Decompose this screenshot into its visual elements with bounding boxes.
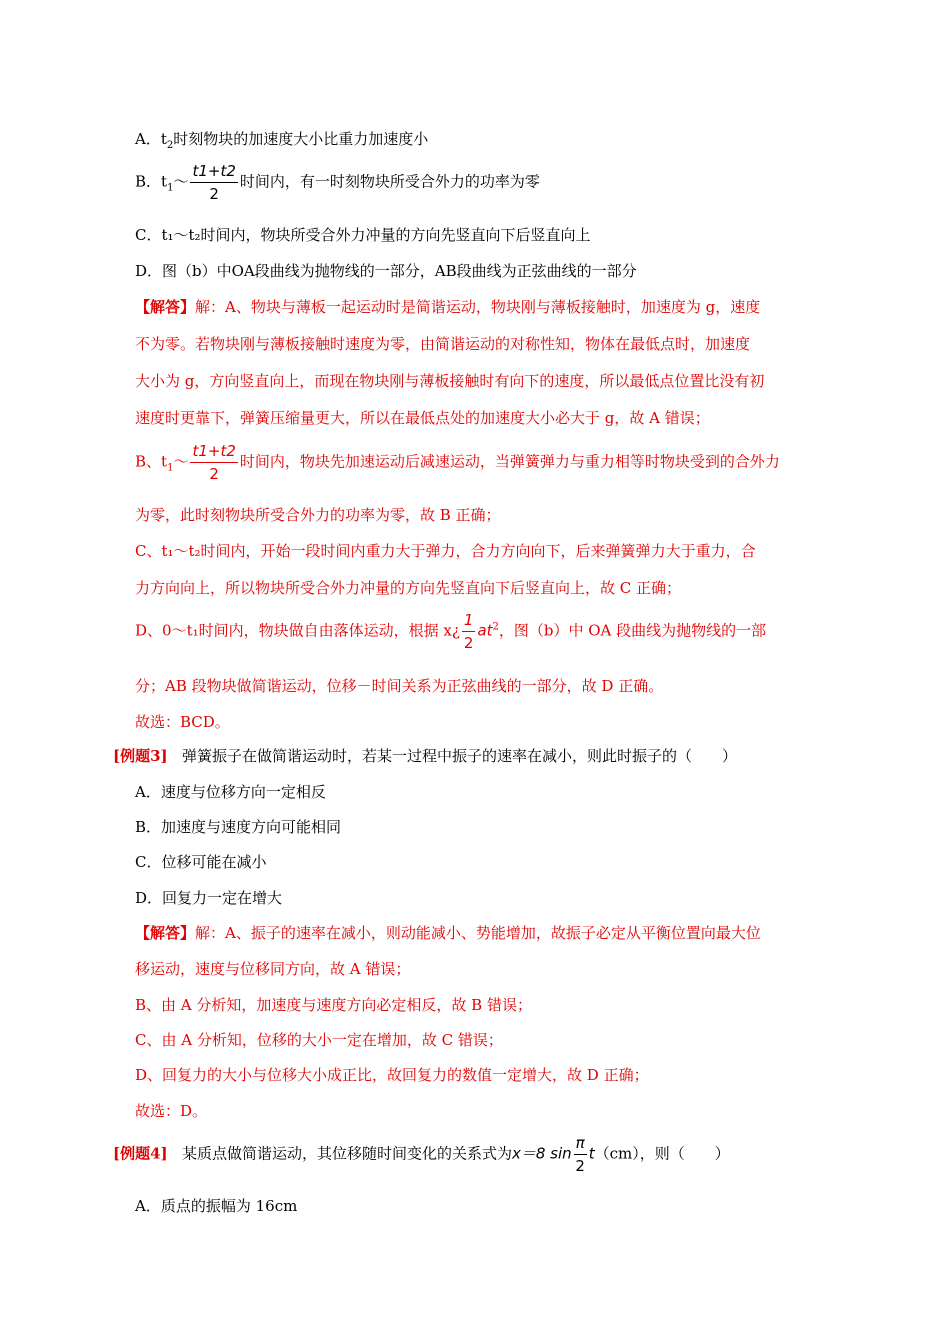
option-b-text: 时间内，有一时刻物块所受合外力的功率为零	[239, 172, 540, 191]
answer-text: 解：A、物块与薄板一起运动时是简谐运动，物块刚与薄板接触时，加速度为 g，速度	[195, 298, 761, 316]
q3-answer-line-2: 移运动，速度与位移同方向，故 A 错误；	[135, 960, 411, 978]
formula-x-8sin: x＝8 sin	[511, 1144, 572, 1163]
q2-answer-line-8: 力方向向上，所以物块所受合外力冲量的方向先竖直向下后竖直向上，故 C 正确；	[135, 579, 682, 597]
answer-label: 【解答】	[135, 298, 196, 316]
q2-answer-line-2: 不为零。若物块刚与薄板接触时速度为零，由简谐运动的对称性知，物体在最低点时，加速度	[135, 335, 751, 353]
q3-stem: 弹簧振子在做简谐运动时，若某一过程中振子的速率在减小，则此时振子的（ ）	[181, 747, 737, 765]
q3-option-c: C．位移可能在减小	[135, 853, 267, 871]
formula-at: at	[477, 621, 493, 640]
q2-answer-line-4: 速度时更靠下，弹簧压缩量更大，所以在最低点处的加速度大小必大于 g，故 A 错误；	[135, 409, 710, 427]
q2-answer-choice: 故选：BCD。	[135, 713, 230, 731]
fraction-1-over-2	[462, 609, 476, 654]
superscript-2: 2	[492, 621, 499, 633]
frac-den: 2	[575, 1157, 585, 1175]
frac-num: t1+t2	[190, 160, 237, 183]
q3-answer-line-4: C、由 A 分析知，位移的大小一定在增加，故 C 错误；	[135, 1031, 503, 1049]
q2-option-c: C．t₁～t₂时间内，物块所受合外力冲量的方向先竖直向下后竖直向上	[135, 226, 591, 244]
option-a-text: 时刻物块的加速度大小比重力加速度小	[173, 130, 429, 148]
sub-1: 1	[167, 182, 174, 194]
q3-answer-line-5: D、回复力的大小与位移大小成正比，故回复力的数值一定增大，故 D 正确；	[135, 1066, 649, 1084]
formula-t: t	[588, 1144, 595, 1163]
q3-option-b: B．加速度与速度方向可能相同	[135, 818, 342, 836]
tilde: ～	[173, 172, 189, 191]
frac-num: 1	[462, 609, 476, 632]
option-a-prefix: A．t	[135, 130, 167, 148]
fraction-t1-t2-over-2	[190, 160, 237, 205]
q2-answer-line-1	[135, 296, 950, 317]
q3-answer-choice: 故选：D。	[135, 1102, 208, 1120]
q2-answer-line-7: C、t₁～t₂时间内，开始一段时间内重力大于弹力，合力方向向下，后来弹簧弹力大于重力，合	[135, 542, 756, 560]
q2-option-a	[135, 128, 950, 151]
frac-num: π	[574, 1132, 587, 1155]
q2-answer-line-10: 分；AB 段物块做简谐运动，位移－时间关系为正弦曲线的一部分，故 D 正确。	[135, 677, 664, 695]
fraction-pi-over-2	[574, 1132, 587, 1177]
frac-den: 2	[463, 634, 474, 652]
q3-answer-line-1	[135, 922, 950, 943]
answer-b-prefix: B、t	[135, 452, 168, 471]
example-3-tag: [例题3]	[113, 747, 168, 765]
q2-option-d: D．图（b）中OA段曲线为抛物线的一部分，AB段曲线为正弦曲线的一部分	[135, 262, 637, 280]
q4-stem-post: （cm），则（ ）	[594, 1144, 730, 1163]
answer-b-text: 时间内，物块先加速运动后减速运动，当弹簧弹力与重力相等时物块受到的合外力	[239, 452, 780, 471]
q2-answer-line-d	[135, 609, 950, 654]
frac-num: t1+t2	[190, 440, 237, 463]
sub-1: 1	[167, 462, 174, 474]
q2-answer-line-6: 为零，此时刻物块所受合外力的功率为零，故 B 正确；	[135, 506, 501, 524]
fraction-t1-t2-over-2	[190, 440, 237, 485]
frac-den: 2	[209, 465, 219, 483]
q3-option-a: A．速度与位移方向一定相反	[135, 783, 326, 801]
answer-d-prefix: D、0～t₁时间内，物块做自由落体运动，根据 x¿	[135, 621, 460, 640]
q2-answer-line-3: 大小为 g，方向竖直向上，而现在物块刚与薄板接触时有向下的速度，所以最低点位置比没有初	[135, 372, 765, 390]
q4-stem-pre: 某质点做简谐运动，其位移随时间变化的关系式为	[181, 1144, 512, 1163]
q3-answer-line-3: B、由 A 分析知，加速度与速度方向必定相反，故 B 错误；	[135, 996, 532, 1014]
sub-2: 2	[166, 140, 174, 151]
answer-text: 解：A、振子的速率在减小，则动能减小、势能增加，故振子必定从平衡位置向最大位	[195, 924, 761, 942]
q3-option-d: D．回复力一定在增大	[135, 889, 283, 907]
frac-den: 2	[209, 185, 219, 203]
example-4-tag: [例题4]	[113, 1144, 168, 1163]
q3-stem-line	[113, 745, 950, 766]
q2-option-b	[135, 160, 950, 205]
tilde: ～	[173, 452, 189, 471]
q4-stem-line	[113, 1132, 950, 1177]
answer-d-text: ，图（b）中 OA 段曲线为抛物线的一部	[498, 621, 767, 640]
option-b-prefix: B．t	[135, 172, 168, 191]
q4-option-a: A．质点的振幅为 16cm	[135, 1197, 298, 1215]
q2-answer-line-b	[135, 440, 950, 485]
answer-label: 【解答】	[135, 924, 196, 942]
